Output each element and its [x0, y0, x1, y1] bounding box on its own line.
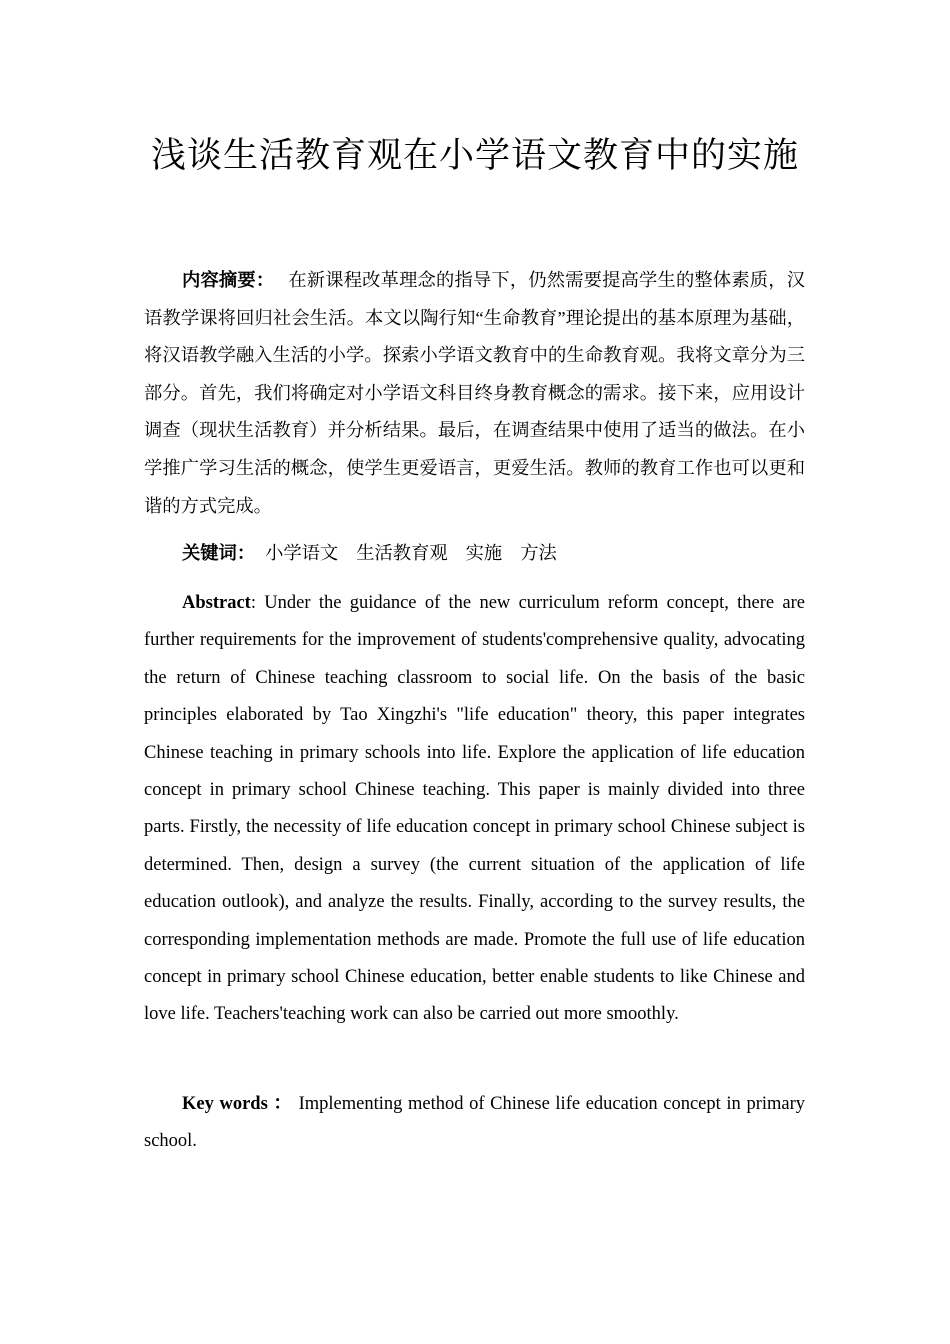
english-keywords-text: Implementing method of Chinese life education concept in primary school. [144, 1094, 806, 1152]
keyword: 实施 [465, 543, 503, 563]
chinese-keywords-section [144, 535, 805, 573]
keyword: 生活教育观 [356, 543, 448, 563]
chinese-abstract-section [144, 262, 805, 525]
keyword: 小学语文 [265, 543, 339, 563]
chinese-abstract-text: 在新课程改革理念的指导下，仍然需要提高学生的整体素质，汉语教学课将回归社会生活。本文以陶行知“生命教育”理论提出的基本原理为基础，将汉语教学融入生活的小学。探索小学语文教育中的生命教育观。我将文章分为三部分。首先，我们将确定对小学语文科目终身教育概念的需求。接下来，应用设计调查（现状生活教育）并分析结果。最后，在调查结果中使用了适当的做法。在小学推广学习生活的概念，使学生更爱语言，更爱生活。教师的教育工作也可以更和谐的方式完成。 [144, 270, 806, 516]
english-keywords-label: Key words ： [182, 1094, 293, 1114]
chinese-abstract [144, 262, 805, 525]
chinese-keywords [144, 535, 805, 573]
chinese-keywords-label: 关键词： [182, 543, 256, 563]
english-abstract-section [144, 585, 805, 1034]
keyword: 方法 [520, 543, 557, 563]
english-keywords [144, 1086, 805, 1161]
chinese-abstract-label: 内容摘要： [182, 270, 275, 290]
english-abstract [144, 585, 805, 1034]
document-title: 浅谈生活教育观在小学语文教育中的实施 [150, 136, 799, 176]
english-abstract-label: Abstract [182, 593, 251, 613]
english-abstract-text: : Under the guidance of the new curriculum reform concept, there are further requirements for the improvement of students'comprehensive quality, advocating the return of Chinese teaching classroom to social life. On the basis of the basic principles elaborated by Tao Xingzhi's "life education" theory, this paper integrates Chinese teaching in primary schools into life. Explore the application of life education concept in primary school Chinese teaching. This paper is mainly divided into three parts. Firstly, the necessity of life education concept in primary school Chinese subject is determined. Then, design a survey (the current situation of the application of life education outlook), and analyze the results. Finally, according to the survey results, the corresponding implementation methods are made. Promote the full use of life education concept in primary school Chinese education, better enable students to like Chinese and love life. Teachers'teaching work can also be carried out more smoothly. [144, 593, 805, 1025]
english-keywords-section [144, 1086, 805, 1161]
